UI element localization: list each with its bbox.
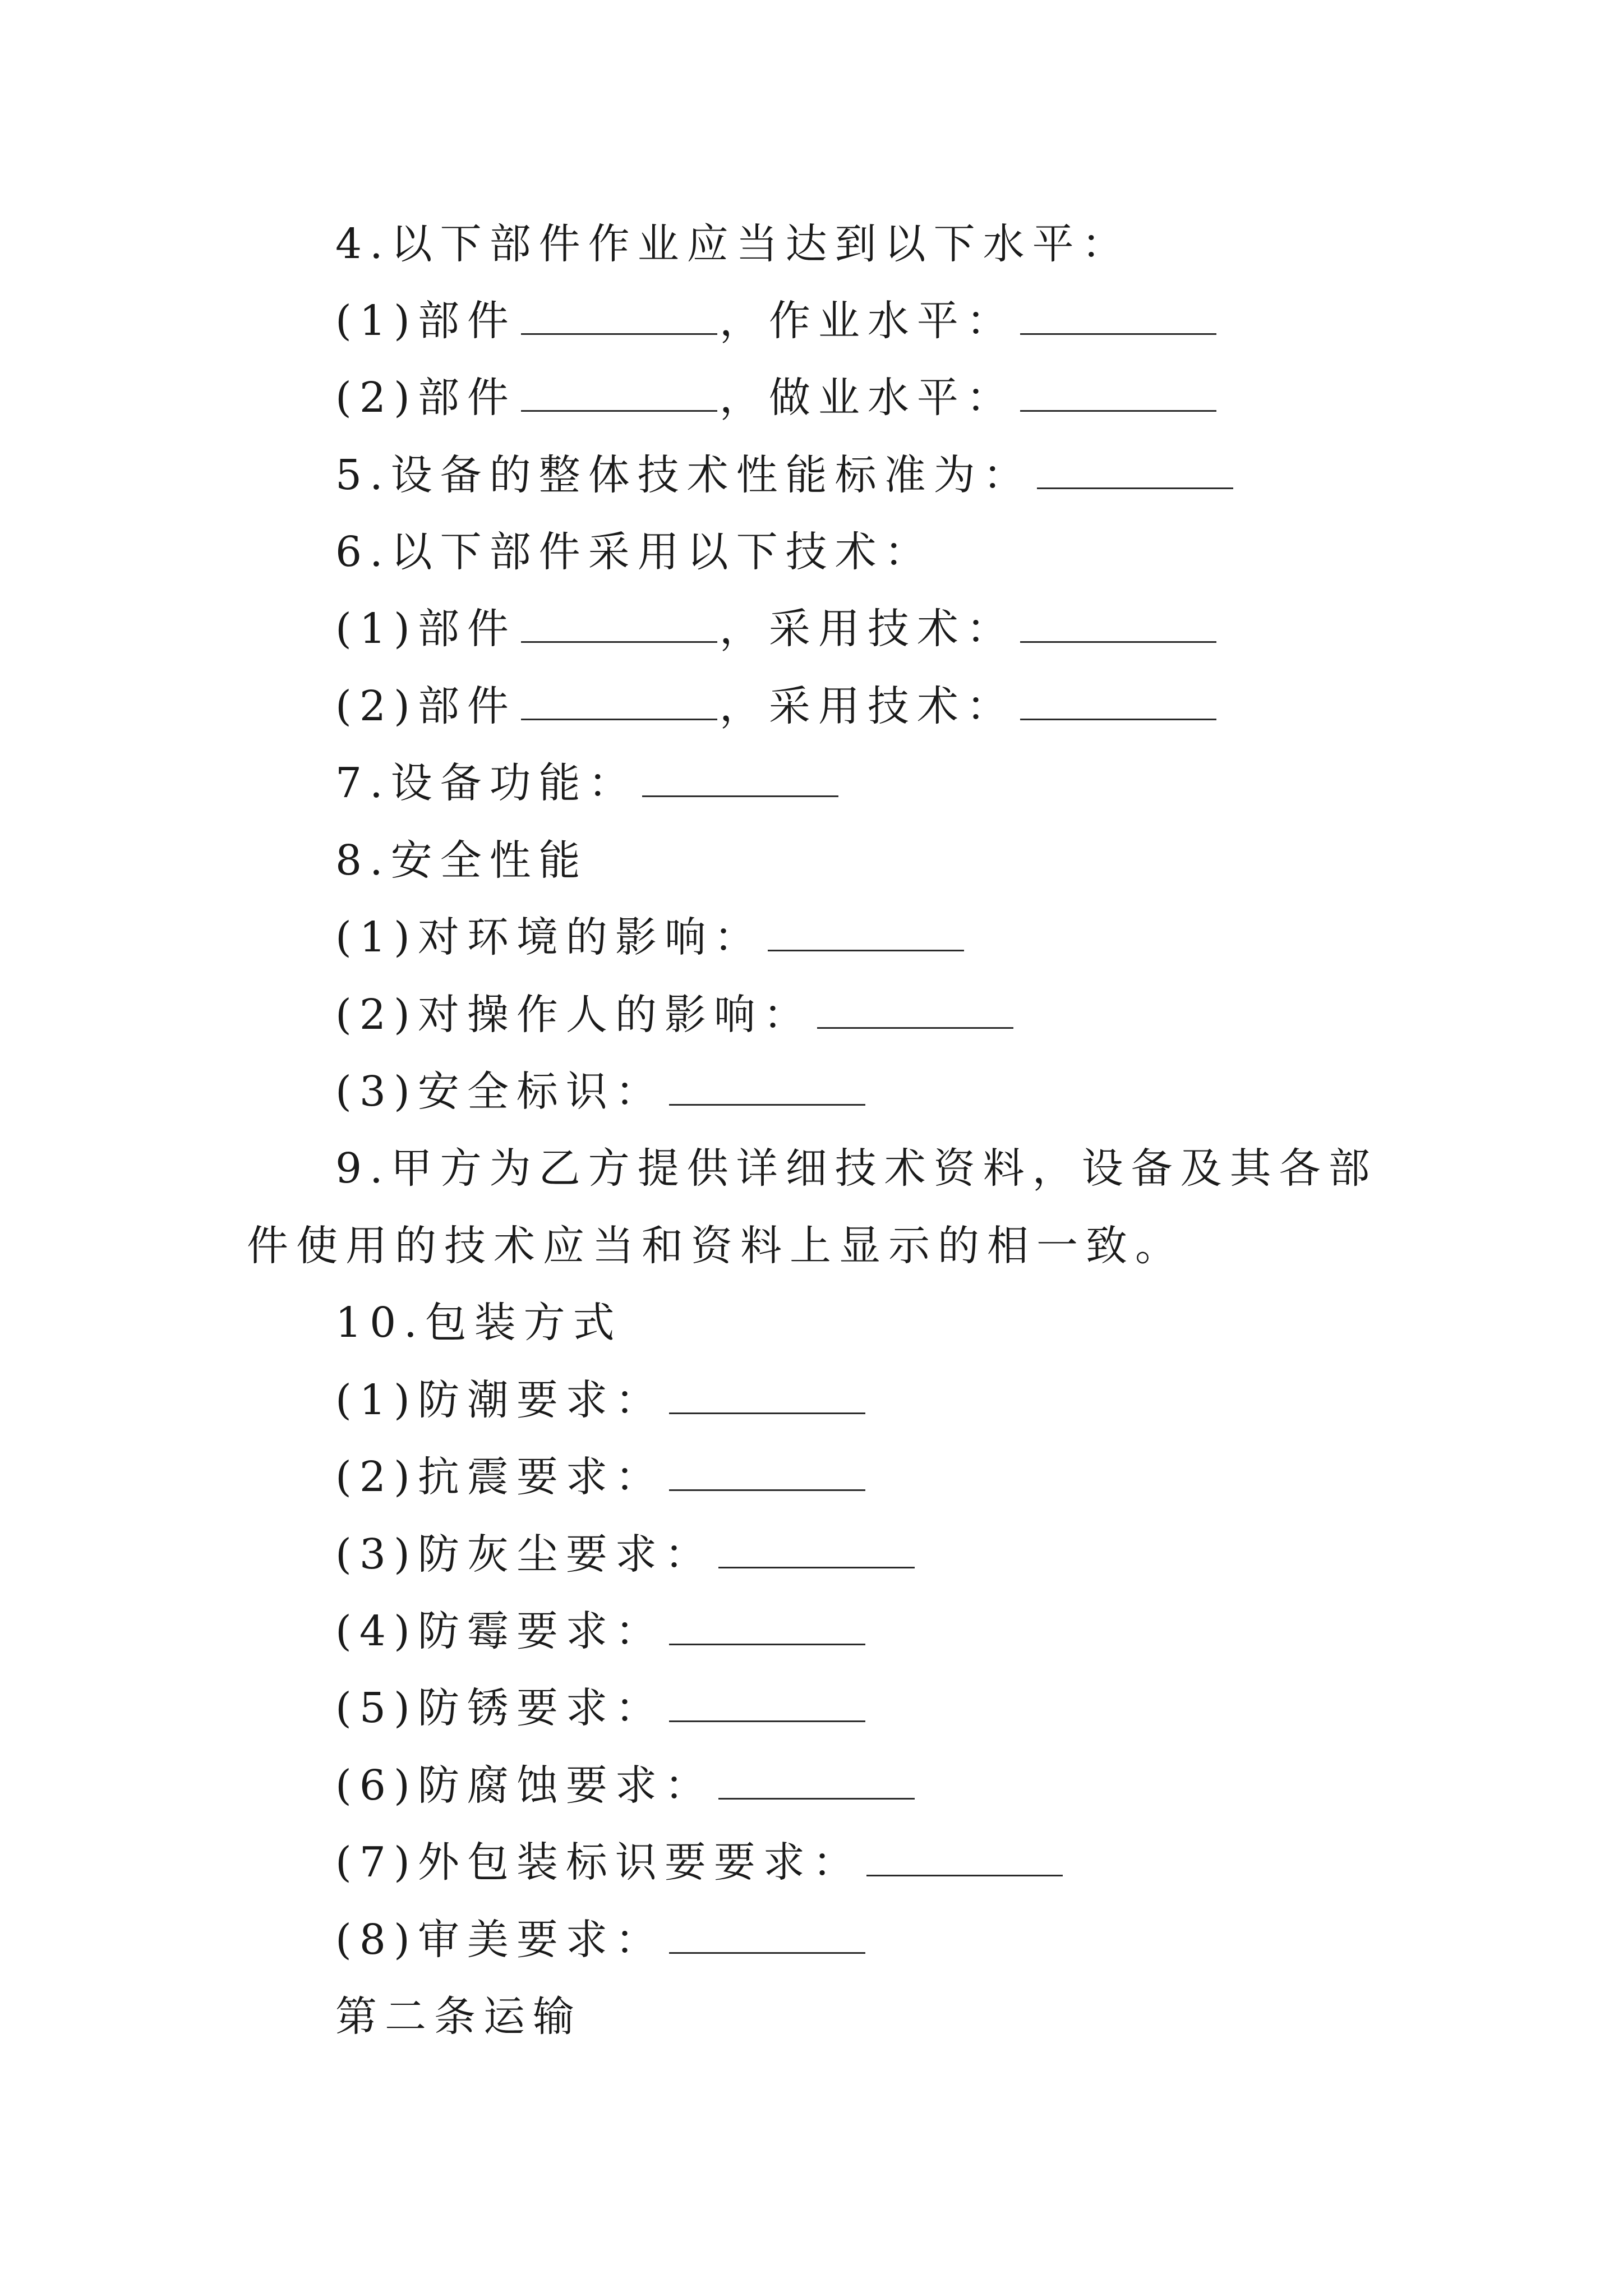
item-10-1-row [335,1361,868,1439]
item-8-2-row [335,976,1016,1053]
item-6-heading: 6.以下部件采用以下技术： [335,528,934,576]
operator-impact-blank[interactable] [817,992,1013,1029]
function-blank[interactable] [642,761,838,797]
environment-impact-blank[interactable] [768,915,964,951]
item-10-5-row [335,1669,868,1747]
item-8-3-row [335,1053,868,1130]
article-2-heading: 第二条运输 [335,1993,582,2041]
item-8-1-row [335,899,966,976]
item-7-row [335,744,841,822]
item-10-8-row [335,1901,868,1978]
item-8-3-label: (3)安全标识： [335,1068,665,1116]
component-blank[interactable] [521,684,717,720]
moisture-proof-blank[interactable] [669,1378,865,1414]
item-4-2-level-label: ，做业水平： [719,374,1016,422]
item-10-6-label: (6)防腐蚀要求： [335,1761,714,1810]
outer-package-marking-blank[interactable] [866,1840,1063,1876]
aesthetic-blank[interactable] [669,1917,865,1954]
item-9-paragraph: 9.甲方为乙方提供详细技术资料，设备及其各部件使用的技术应当和资料上显示的相一致。 [247,1144,1378,1270]
item-10-4-row [335,1593,868,1670]
item-10-5-label: (5)防锈要求： [335,1684,665,1732]
item-10-8-label: (8)审美要求： [335,1916,665,1964]
item-6-2-label: (2)部件 [335,682,517,730]
standard-blank[interactable] [1037,453,1233,489]
item-6-2-tech-label: ，采用技术： [719,682,1016,730]
component-blank[interactable] [521,606,717,643]
component-blank[interactable] [521,375,717,412]
item-10-4-label: (4)防霉要求： [335,1607,665,1655]
item-8-1-label: (1)对环境的影响： [335,913,763,961]
technology-blank[interactable] [1020,684,1216,720]
item-10-2-label: (2)抗震要求： [335,1453,665,1501]
item-5-row [335,436,1235,514]
item-6-1-row [335,590,1219,668]
level-blank[interactable] [1020,375,1216,412]
item-6-2-row [335,668,1219,745]
component-blank[interactable] [521,298,717,335]
item-6-1-label: (1)部件 [335,605,517,653]
item-10-6-row [335,1747,917,1824]
item-10-1-label: (1)防潮要求： [335,1376,665,1424]
item-4-1-level-label: ，作业水平： [719,297,1016,345]
level-blank[interactable] [1020,298,1216,335]
anticorrosion-blank[interactable] [718,1763,915,1800]
item-4-1-label: (1)部件 [335,297,517,345]
mildew-proof-blank[interactable] [669,1609,865,1645]
item-8-2-label: (2)对操作人的影响： [335,991,813,1039]
item-6-1-tech-label: ，采用技术： [719,605,1016,653]
item-10-3-row [335,1516,917,1593]
item-8-heading: 8.安全性能 [335,836,588,885]
safety-sign-blank[interactable] [669,1069,865,1106]
item-4-2-label: (2)部件 [335,374,517,422]
item-10-2-row [335,1438,868,1516]
dustproof-blank[interactable] [718,1532,915,1568]
item-7-label: 7.设备功能： [335,759,638,807]
item-10-7-row [335,1824,1065,1901]
shockproof-blank[interactable] [669,1455,865,1491]
item-5-label: 5.设备的整体技术性能标准为： [335,451,1032,499]
item-4-heading: 4.以下部件作业应当达到以下水平： [335,220,1131,268]
item-4-1-row [335,282,1219,360]
rustproof-blank[interactable] [669,1686,865,1722]
item-4-2-row [335,359,1219,436]
item-10-7-label: (7)外包装标识要要求： [335,1838,862,1887]
item-10-heading: 10.包装方式 [335,1299,623,1347]
technology-blank[interactable] [1020,606,1216,643]
item-10-3-label: (3)防灰尘要求： [335,1530,714,1579]
